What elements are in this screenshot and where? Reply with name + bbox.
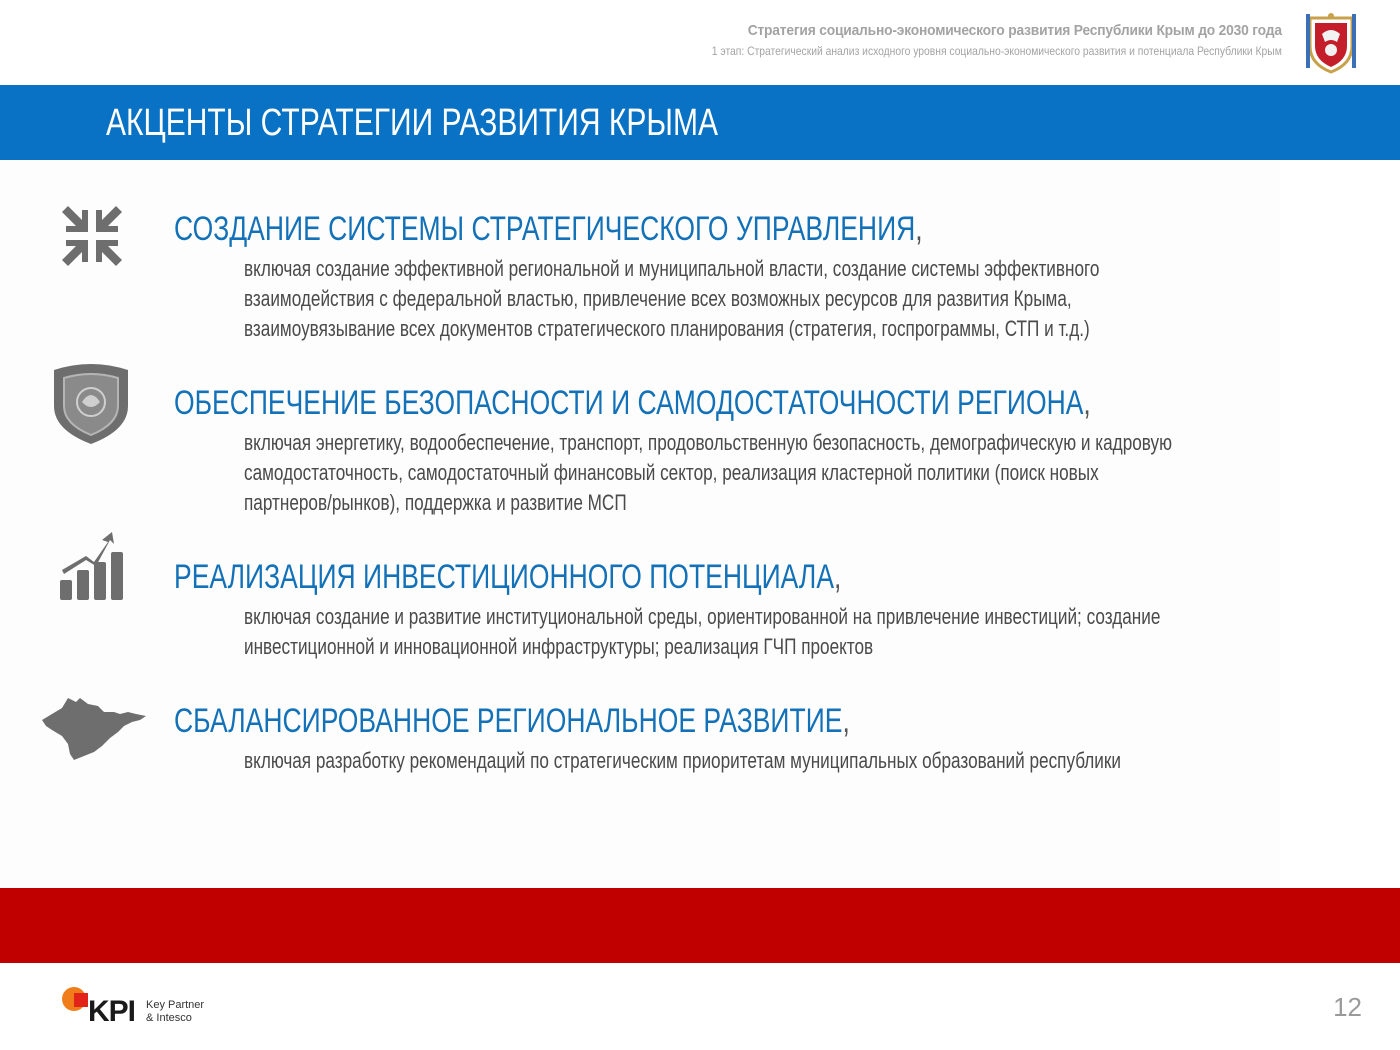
- logo-text: KPI: [88, 995, 136, 1028]
- item-title: РЕАЛИЗАЦИЯ ИНВЕСТИЦИОННОГО ПОТЕНЦИАЛА,: [174, 558, 842, 596]
- item-description: включая разработку рекомендаций по стратегическим приоритетам муниципальных образований республики: [244, 748, 1121, 773]
- item-title: СОЗДАНИЕ СИСТЕМЫ СТРАТЕГИЧЕСКОГО УПРАВЛЕНИЯ,: [174, 210, 923, 248]
- slide-title: АКЦЕНТЫ СТРАТЕГИИ РАЗВИТИЯ КРЫМА: [106, 102, 718, 144]
- title-bar: [0, 85, 1400, 160]
- kpi-logo-mark-icon: [60, 985, 90, 1015]
- arrows-converge-icon: [58, 202, 126, 270]
- shield-icon: [52, 362, 130, 446]
- growth-chart-icon: [58, 530, 128, 602]
- logo-subtext: Key Partner & Intesco: [146, 999, 205, 1024]
- item-description: включая создание и развитие институциональной среды, ориентированной на привлечение инвестиций; создание инвестиционной и инновационной инфраструктуры; реализация ГЧП проектов: [244, 604, 1161, 659]
- document-subtitle: 1 этап: Стратегический анализ исходного уровня социально-экономического развития и потенциала Республики Крым: [711, 44, 1282, 58]
- crimea-map-icon: [40, 694, 148, 762]
- item-description: включая энергетику, водообеспечение, транспорт, продовольственную безопасность, демографическую и кадровую самодостаточность, самодостаточный финансовый сектор, реализация кластерной политики (поиск новых партнеров/рынков), поддержка и развитие МСП: [244, 430, 1172, 515]
- footer-bar: [0, 888, 1400, 963]
- page-number: 12: [1333, 992, 1362, 1022]
- item-title: СБАЛАНСИРОВАННОЕ РЕГИОНАЛЬНОЕ РАЗВИТИЕ,: [174, 702, 850, 740]
- coat-of-arms-icon: [1302, 12, 1360, 74]
- header: [619, 22, 1282, 58]
- item-title: ОБЕСПЕЧЕНИЕ БЕЗОПАСНОСТИ И САМОДОСТАТОЧНОСТИ РЕГИОНА,: [174, 384, 1091, 422]
- document-title: Стратегия социально-экономического развития Республики Крым до 2030 года: [747, 22, 1282, 39]
- item-description: включая создание эффективной региональной и муниципальной власти, создание системы эффективного взаимодействия с федеральной властью, привлечение всех возможных ресурсов для развития Крыма, взаимоувязывание всех документов стратегического планирования (стратегия, госпрограммы, СТП и т.д.): [244, 256, 1100, 341]
